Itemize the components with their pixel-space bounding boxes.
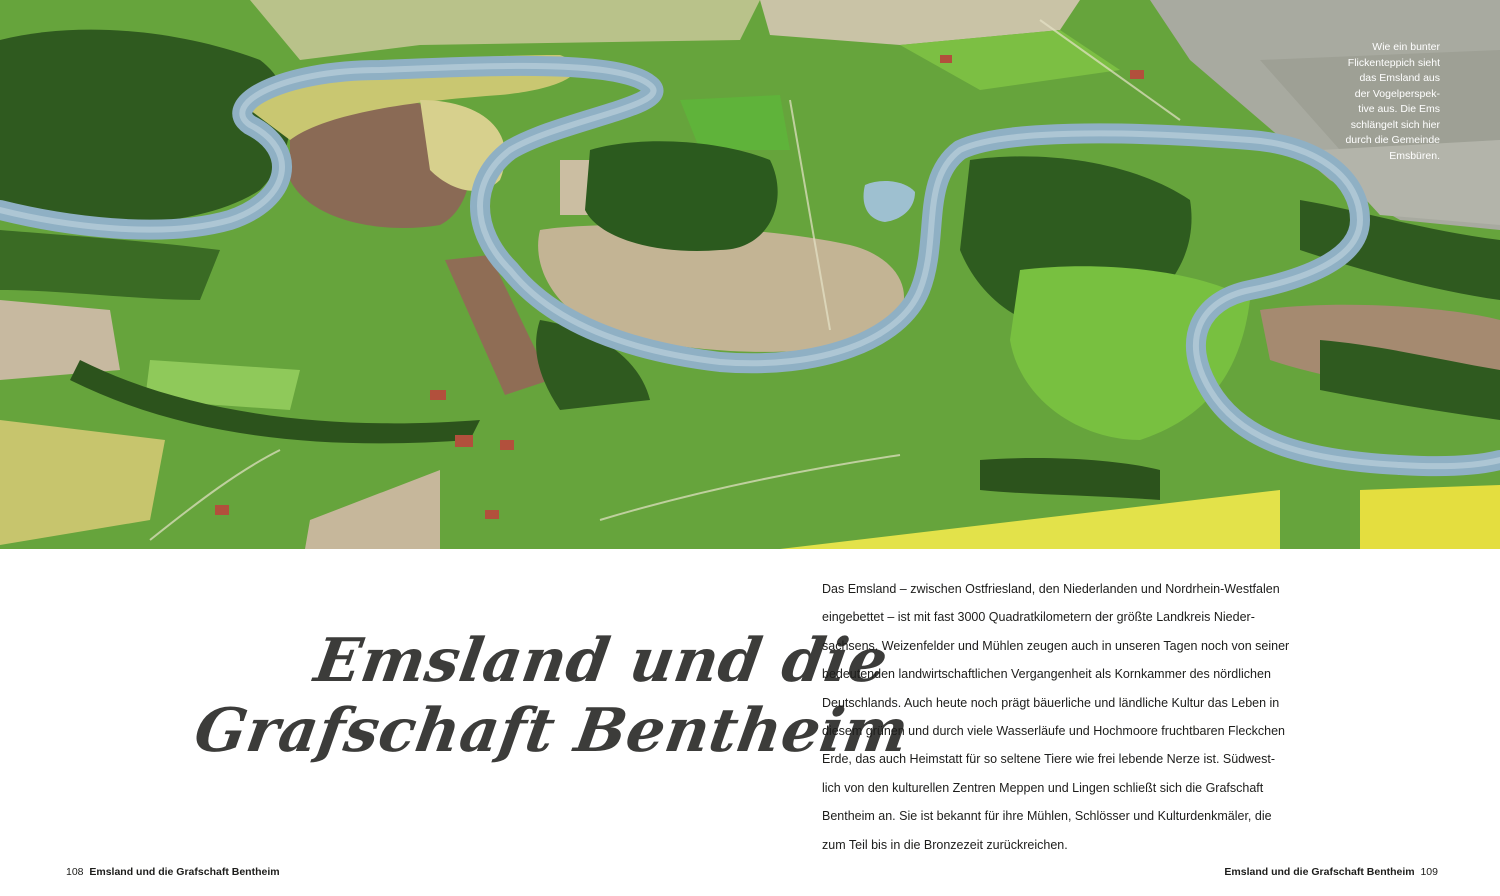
footer-right: [1224, 866, 1438, 878]
photo-caption: [1290, 40, 1440, 164]
body-line: sachsens. Weizenfelder und Mühlen zeugen auch in unseren Tagen noch von seiner: [822, 638, 1290, 653]
caption-line: tive aus. Die Ems: [1358, 103, 1440, 115]
caption-line: der Vogelperspek-: [1354, 87, 1440, 100]
body-line: lich von den kulturellen Zentren Meppen und Lingen schließt sich die Grafschaft: [822, 780, 1264, 795]
chapter-title-line-1: Emsland und die: [310, 626, 893, 696]
body-line: bedeutenden landwirtschaftlichen Vergangenheit als Kornkammer des nördlichen: [822, 667, 1271, 682]
page-number-left: 108: [66, 866, 84, 878]
body-line: eingebettet – ist mit fast 3000 Quadratkilometern der größte Landkreis Nieder-: [822, 610, 1255, 625]
body-line: Deutschlands. Auch heute noch prägt bäuerliche und ländliche Kultur das Leben in: [822, 695, 1280, 710]
body-paragraph: [822, 575, 1290, 859]
chapter-title: [184, 626, 914, 766]
running-title-left: Emsland und die Grafschaft Bentheim: [89, 866, 280, 878]
body-line: zum Teil bis in die Bronzezeit zurückreichen.: [822, 837, 1068, 852]
caption-line: Wie ein bunter: [1372, 41, 1440, 53]
running-title-right: Emsland und die Grafschaft Bentheim: [1224, 866, 1415, 878]
page-number-right: 109: [1420, 866, 1438, 878]
body-line: Bentheim an. Sie ist bekannt für ihre Mühlen, Schlösser und Kulturdenkmäler, die: [822, 809, 1272, 824]
caption-line: Flickenteppich sieht: [1347, 56, 1440, 69]
body-line: Das Emsland – zwischen Ostfriesland, den Niederlanden und Nordrhein-Westfalen: [822, 582, 1280, 596]
body-line: diesem grünen und durch viele Wasserläufe und Hochmoore fruchtbaren Fleckchen: [822, 724, 1285, 739]
caption-line: schlängelt sich hier: [1350, 118, 1440, 131]
caption-line: durch die Gemeinde: [1345, 134, 1440, 146]
caption-line: das Emsland aus: [1359, 72, 1440, 84]
chapter-title-line-2: Grafschaft Bentheim: [189, 696, 914, 766]
body-line: Erde, das auch Heimstatt für so seltene Tiere wie frei lebende Nerze ist. Südwest-: [822, 752, 1275, 767]
footer-left: [66, 866, 280, 878]
caption-line: Emsbüren.: [1389, 149, 1440, 162]
